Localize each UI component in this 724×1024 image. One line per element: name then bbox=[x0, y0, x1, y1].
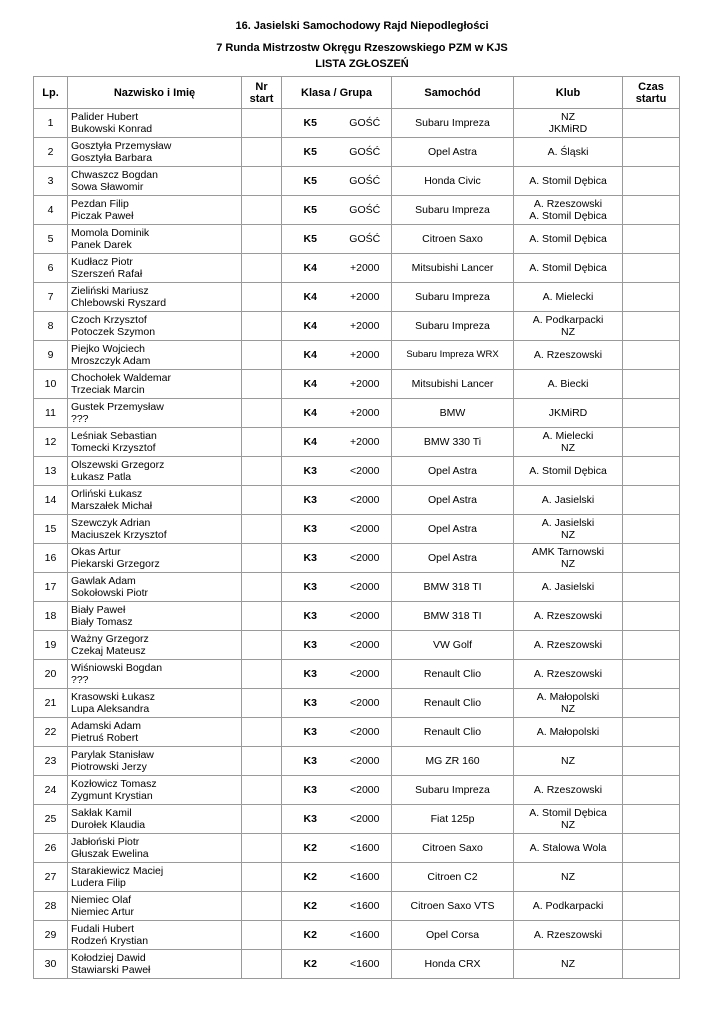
start-number bbox=[242, 283, 282, 312]
table-row bbox=[34, 921, 680, 950]
crew-names: Pezdan Filip Piczak Paweł bbox=[68, 196, 242, 225]
club-cell: A. Stalowa Wola bbox=[514, 834, 623, 863]
group-cell: +2000 bbox=[339, 341, 392, 370]
club-cell: A. Stomil Dębica bbox=[514, 457, 623, 486]
row-number: 5 bbox=[34, 225, 68, 254]
crew-names: Chwaszcz Bogdan Sowa Sławomir bbox=[68, 167, 242, 196]
group-cell: +2000 bbox=[339, 428, 392, 457]
club-cell: A. Stomil Dębica bbox=[514, 167, 623, 196]
club-cell: NZ bbox=[514, 747, 623, 776]
document-subtitle: 7 Runda Mistrzostw Okręgu Rzeszowskiego PZM w KJS bbox=[216, 42, 508, 54]
row-number: 22 bbox=[34, 718, 68, 747]
list-title: LISTA ZGŁOSZEŃ bbox=[315, 58, 409, 70]
class-cell: K2 bbox=[282, 892, 339, 921]
crew-names: Leśniak Sebastian Tomecki Krzysztof bbox=[68, 428, 242, 457]
start-number bbox=[242, 602, 282, 631]
row-number: 17 bbox=[34, 573, 68, 602]
table-row bbox=[34, 805, 680, 834]
start-time bbox=[623, 863, 680, 892]
class-cell: K3 bbox=[282, 776, 339, 805]
start-time bbox=[623, 805, 680, 834]
car-cell: Citroen C2 bbox=[392, 863, 514, 892]
crew-names: Piejko Wojciech Mroszczyk Adam bbox=[68, 341, 242, 370]
crew-names: Okas Artur Piekarski Grzegorz bbox=[68, 544, 242, 573]
row-number: 3 bbox=[34, 167, 68, 196]
club-cell: A. Rzeszowski bbox=[514, 341, 623, 370]
car-cell: Citroen Saxo bbox=[392, 834, 514, 863]
crew-names: Krasowski Łukasz Lupa Aleksandra bbox=[68, 689, 242, 718]
start-time bbox=[623, 544, 680, 573]
car-cell: Subaru Impreza bbox=[392, 196, 514, 225]
start-number bbox=[242, 196, 282, 225]
start-time bbox=[623, 399, 680, 428]
class-cell: K5 bbox=[282, 109, 339, 138]
start-number bbox=[242, 776, 282, 805]
table-row bbox=[34, 341, 680, 370]
start-number bbox=[242, 631, 282, 660]
group-cell: <2000 bbox=[339, 776, 392, 805]
crew-names: Gosztyła Przemysław Gosztyła Barbara bbox=[68, 138, 242, 167]
club-cell: AMK Tarnowski NZ bbox=[514, 544, 623, 573]
start-number bbox=[242, 312, 282, 341]
class-cell: K3 bbox=[282, 689, 339, 718]
car-cell: Renault Clio bbox=[392, 660, 514, 689]
start-number bbox=[242, 863, 282, 892]
class-cell: K4 bbox=[282, 370, 339, 399]
table-row bbox=[34, 457, 680, 486]
start-time bbox=[623, 254, 680, 283]
table-row bbox=[34, 776, 680, 805]
class-cell: K3 bbox=[282, 457, 339, 486]
start-number bbox=[242, 457, 282, 486]
car-cell: Honda Civic bbox=[392, 167, 514, 196]
start-number bbox=[242, 573, 282, 602]
table-row bbox=[34, 747, 680, 776]
class-cell: K5 bbox=[282, 167, 339, 196]
group-cell: <2000 bbox=[339, 457, 392, 486]
table-row bbox=[34, 660, 680, 689]
group-cell: <1600 bbox=[339, 892, 392, 921]
col-header-class: Klasa / Grupa bbox=[282, 77, 392, 109]
table-header-row bbox=[34, 77, 680, 109]
row-number: 4 bbox=[34, 196, 68, 225]
table-row bbox=[34, 486, 680, 515]
crew-names: Kołodziej Dawid Stawiarski Paweł bbox=[68, 950, 242, 979]
table-row bbox=[34, 399, 680, 428]
start-number bbox=[242, 138, 282, 167]
group-cell: +2000 bbox=[339, 399, 392, 428]
crew-names: Gustek Przemysław ??? bbox=[68, 399, 242, 428]
class-cell: K4 bbox=[282, 312, 339, 341]
crew-names: Fudali Hubert Rodzeń Krystian bbox=[68, 921, 242, 950]
row-number: 30 bbox=[34, 950, 68, 979]
car-cell: Renault Clio bbox=[392, 689, 514, 718]
group-cell: GOŚĆ bbox=[339, 109, 392, 138]
start-number bbox=[242, 718, 282, 747]
crew-names: Wiśniowski Bogdan ??? bbox=[68, 660, 242, 689]
club-cell: A. Jasielski bbox=[514, 573, 623, 602]
crew-names: Orliński Łukasz Marszałek Michał bbox=[68, 486, 242, 515]
class-cell: K2 bbox=[282, 863, 339, 892]
start-number bbox=[242, 109, 282, 138]
group-cell: <2000 bbox=[339, 718, 392, 747]
start-number bbox=[242, 428, 282, 457]
class-cell: K4 bbox=[282, 254, 339, 283]
start-number bbox=[242, 805, 282, 834]
class-cell: K5 bbox=[282, 225, 339, 254]
class-cell: K3 bbox=[282, 544, 339, 573]
row-number: 29 bbox=[34, 921, 68, 950]
club-cell: NZ bbox=[514, 863, 623, 892]
row-number: 9 bbox=[34, 341, 68, 370]
class-cell: K5 bbox=[282, 138, 339, 167]
table-row bbox=[34, 573, 680, 602]
club-cell: A. Mielecki NZ bbox=[514, 428, 623, 457]
car-cell: MG ZR 160 bbox=[392, 747, 514, 776]
start-time bbox=[623, 834, 680, 863]
start-time bbox=[623, 370, 680, 399]
start-time bbox=[623, 602, 680, 631]
document-title: 16. Jasielski Samochodowy Rajd Niepodległości bbox=[235, 20, 489, 32]
row-number: 7 bbox=[34, 283, 68, 312]
car-cell: Opel Astra bbox=[392, 457, 514, 486]
car-cell: Opel Corsa bbox=[392, 921, 514, 950]
row-number: 25 bbox=[34, 805, 68, 834]
class-cell: K4 bbox=[282, 428, 339, 457]
row-number: 27 bbox=[34, 863, 68, 892]
group-cell: GOŚĆ bbox=[339, 138, 392, 167]
class-cell: K2 bbox=[282, 834, 339, 863]
class-cell: K3 bbox=[282, 718, 339, 747]
car-cell: BMW bbox=[392, 399, 514, 428]
row-number: 16 bbox=[34, 544, 68, 573]
club-cell: A. Małopolski NZ bbox=[514, 689, 623, 718]
start-number bbox=[242, 747, 282, 776]
club-cell: A. Stomil Dębica bbox=[514, 254, 623, 283]
club-cell: A. Śląski bbox=[514, 138, 623, 167]
table-row bbox=[34, 283, 680, 312]
row-number: 21 bbox=[34, 689, 68, 718]
car-cell: BMW 318 TI bbox=[392, 573, 514, 602]
group-cell: +2000 bbox=[339, 370, 392, 399]
club-cell: A. Jasielski bbox=[514, 486, 623, 515]
table-row bbox=[34, 689, 680, 718]
table-row bbox=[34, 312, 680, 341]
col-header-nr: Nr start bbox=[242, 77, 282, 109]
table-row bbox=[34, 863, 680, 892]
table-row bbox=[34, 515, 680, 544]
group-cell: <2000 bbox=[339, 805, 392, 834]
crew-names: Zieliński Mariusz Chlebowski Ryszard bbox=[68, 283, 242, 312]
table-row bbox=[34, 225, 680, 254]
group-cell: +2000 bbox=[339, 312, 392, 341]
car-cell: Mitsubishi Lancer bbox=[392, 370, 514, 399]
group-cell: GOŚĆ bbox=[339, 225, 392, 254]
row-number: 11 bbox=[34, 399, 68, 428]
table-row bbox=[34, 138, 680, 167]
row-number: 18 bbox=[34, 602, 68, 631]
car-cell: Subaru Impreza bbox=[392, 312, 514, 341]
start-number bbox=[242, 515, 282, 544]
club-cell: A. Mielecki bbox=[514, 283, 623, 312]
car-cell: VW Golf bbox=[392, 631, 514, 660]
club-cell: A. Podkarpacki NZ bbox=[514, 312, 623, 341]
crew-names: Kudłacz Piotr Szerszeń Rafał bbox=[68, 254, 242, 283]
car-cell: Subaru Impreza bbox=[392, 109, 514, 138]
class-cell: K4 bbox=[282, 399, 339, 428]
group-cell: <2000 bbox=[339, 660, 392, 689]
group-cell: <2000 bbox=[339, 486, 392, 515]
group-cell: <2000 bbox=[339, 689, 392, 718]
table-row bbox=[34, 950, 680, 979]
start-time bbox=[623, 776, 680, 805]
class-cell: K3 bbox=[282, 805, 339, 834]
group-cell: +2000 bbox=[339, 283, 392, 312]
col-header-name: Nazwisko i Imię bbox=[68, 77, 242, 109]
crew-names: Olszewski Grzegorz Łukasz Patla bbox=[68, 457, 242, 486]
start-time bbox=[623, 689, 680, 718]
crew-names: Momola Dominik Panek Darek bbox=[68, 225, 242, 254]
car-cell: Citroen Saxo VTS bbox=[392, 892, 514, 921]
start-number bbox=[242, 892, 282, 921]
row-number: 19 bbox=[34, 631, 68, 660]
crew-names: Starakiewicz Maciej Ludera Filip bbox=[68, 863, 242, 892]
start-time bbox=[623, 486, 680, 515]
row-number: 23 bbox=[34, 747, 68, 776]
start-time bbox=[623, 921, 680, 950]
start-time bbox=[623, 515, 680, 544]
start-time bbox=[623, 718, 680, 747]
club-cell: A. Rzeszowski bbox=[514, 660, 623, 689]
group-cell: <1600 bbox=[339, 863, 392, 892]
table-row bbox=[34, 834, 680, 863]
row-number: 15 bbox=[34, 515, 68, 544]
club-cell: A. Rzeszowski bbox=[514, 776, 623, 805]
club-cell: A. Rzeszowski bbox=[514, 631, 623, 660]
group-cell: <2000 bbox=[339, 747, 392, 776]
club-cell: A. Rzeszowski bbox=[514, 602, 623, 631]
car-cell: Fiat 125p bbox=[392, 805, 514, 834]
crew-names: Ważny Grzegorz Czekaj Mateusz bbox=[68, 631, 242, 660]
row-number: 20 bbox=[34, 660, 68, 689]
club-cell: NZ bbox=[514, 950, 623, 979]
car-cell: BMW 318 TI bbox=[392, 602, 514, 631]
table-row bbox=[34, 892, 680, 921]
group-cell: <1600 bbox=[339, 921, 392, 950]
start-number bbox=[242, 341, 282, 370]
start-time bbox=[623, 573, 680, 602]
start-time bbox=[623, 892, 680, 921]
club-cell: A. Stomil Dębica bbox=[514, 225, 623, 254]
start-time bbox=[623, 457, 680, 486]
row-number: 14 bbox=[34, 486, 68, 515]
group-cell: GOŚĆ bbox=[339, 167, 392, 196]
class-cell: K2 bbox=[282, 921, 339, 950]
crew-names: Adamski Adam Pietruś Robert bbox=[68, 718, 242, 747]
club-cell: A. Rzeszowski A. Stomil Dębica bbox=[514, 196, 623, 225]
crew-names: Biały Paweł Biały Tomasz bbox=[68, 602, 242, 631]
club-cell: A. Stomil Dębica NZ bbox=[514, 805, 623, 834]
club-cell: A. Rzeszowski bbox=[514, 921, 623, 950]
start-time bbox=[623, 950, 680, 979]
group-cell: <2000 bbox=[339, 544, 392, 573]
table-row bbox=[34, 428, 680, 457]
crew-names: Sakłak Kamil Durołek Klaudia bbox=[68, 805, 242, 834]
car-cell: Citroen Saxo bbox=[392, 225, 514, 254]
table-row bbox=[34, 370, 680, 399]
group-cell: <1600 bbox=[339, 950, 392, 979]
col-header-time: Czas startu bbox=[623, 77, 680, 109]
table-row bbox=[34, 254, 680, 283]
start-number bbox=[242, 921, 282, 950]
col-header-lp: Lp. bbox=[34, 77, 68, 109]
group-cell: <2000 bbox=[339, 602, 392, 631]
start-time bbox=[623, 138, 680, 167]
col-header-car: Samochód bbox=[392, 77, 514, 109]
row-number: 24 bbox=[34, 776, 68, 805]
start-number bbox=[242, 399, 282, 428]
car-cell: Honda CRX bbox=[392, 950, 514, 979]
class-cell: K3 bbox=[282, 573, 339, 602]
row-number: 2 bbox=[34, 138, 68, 167]
crew-names: Kozłowicz Tomasz Zygmunt Krystian bbox=[68, 776, 242, 805]
club-cell: A. Małopolski bbox=[514, 718, 623, 747]
group-cell: <2000 bbox=[339, 631, 392, 660]
crew-names: Czoch Krzysztof Potoczek Szymon bbox=[68, 312, 242, 341]
table-row bbox=[34, 718, 680, 747]
crew-names: Palider Hubert Bukowski Konrad bbox=[68, 109, 242, 138]
crew-names: Gawlak Adam Sokołowski Piotr bbox=[68, 573, 242, 602]
car-cell: BMW 330 Ti bbox=[392, 428, 514, 457]
group-cell: <2000 bbox=[339, 573, 392, 602]
table-row bbox=[34, 631, 680, 660]
row-number: 6 bbox=[34, 254, 68, 283]
start-time bbox=[623, 747, 680, 776]
table-row bbox=[34, 109, 680, 138]
class-cell: K3 bbox=[282, 631, 339, 660]
car-cell: Renault Clio bbox=[392, 718, 514, 747]
class-cell: K5 bbox=[282, 196, 339, 225]
group-cell: <1600 bbox=[339, 834, 392, 863]
start-number bbox=[242, 370, 282, 399]
car-cell: Subaru Impreza bbox=[392, 283, 514, 312]
car-cell: Opel Astra bbox=[392, 515, 514, 544]
start-time bbox=[623, 196, 680, 225]
class-cell: K2 bbox=[282, 950, 339, 979]
row-number: 10 bbox=[34, 370, 68, 399]
crew-names: Szewczyk Adrian Maciuszek Krzysztof bbox=[68, 515, 242, 544]
start-time bbox=[623, 660, 680, 689]
start-time bbox=[623, 167, 680, 196]
group-cell: GOŚĆ bbox=[339, 196, 392, 225]
start-time bbox=[623, 283, 680, 312]
class-cell: K3 bbox=[282, 747, 339, 776]
start-time bbox=[623, 428, 680, 457]
club-cell: A. Biecki bbox=[514, 370, 623, 399]
group-cell: <2000 bbox=[339, 515, 392, 544]
car-cell: Opel Astra bbox=[392, 486, 514, 515]
car-cell: Subaru Impreza bbox=[392, 776, 514, 805]
club-cell: A. Jasielski NZ bbox=[514, 515, 623, 544]
table-row bbox=[34, 602, 680, 631]
row-number: 13 bbox=[34, 457, 68, 486]
car-cell: Mitsubishi Lancer bbox=[392, 254, 514, 283]
start-number bbox=[242, 689, 282, 718]
start-number bbox=[242, 167, 282, 196]
crew-names: Jabłoński Piotr Głuszak Ewelina bbox=[68, 834, 242, 863]
car-cell: Subaru Impreza WRX bbox=[392, 341, 514, 370]
row-number: 26 bbox=[34, 834, 68, 863]
class-cell: K3 bbox=[282, 486, 339, 515]
table-row bbox=[34, 544, 680, 573]
start-number bbox=[242, 225, 282, 254]
class-cell: K4 bbox=[282, 341, 339, 370]
start-time bbox=[623, 312, 680, 341]
class-cell: K3 bbox=[282, 660, 339, 689]
start-time bbox=[623, 225, 680, 254]
table-row bbox=[34, 167, 680, 196]
club-cell: NZ JKMiRD bbox=[514, 109, 623, 138]
crew-names: Parylak Stanisław Piotrowski Jerzy bbox=[68, 747, 242, 776]
start-number bbox=[242, 950, 282, 979]
col-header-club: Klub bbox=[514, 77, 623, 109]
club-cell: JKMiRD bbox=[514, 399, 623, 428]
club-cell: A. Podkarpacki bbox=[514, 892, 623, 921]
start-time bbox=[623, 109, 680, 138]
class-cell: K4 bbox=[282, 283, 339, 312]
crew-names: Niemiec Olaf Niemiec Artur bbox=[68, 892, 242, 921]
start-time bbox=[623, 631, 680, 660]
car-cell: Opel Astra bbox=[392, 138, 514, 167]
row-number: 1 bbox=[34, 109, 68, 138]
crew-names: Chochołek Waldemar Trzeciak Marcin bbox=[68, 370, 242, 399]
start-number bbox=[242, 254, 282, 283]
group-cell: +2000 bbox=[339, 254, 392, 283]
row-number: 8 bbox=[34, 312, 68, 341]
class-cell: K3 bbox=[282, 602, 339, 631]
start-number bbox=[242, 834, 282, 863]
table-row bbox=[34, 196, 680, 225]
start-number bbox=[242, 660, 282, 689]
row-number: 28 bbox=[34, 892, 68, 921]
class-cell: K3 bbox=[282, 515, 339, 544]
car-cell: Opel Astra bbox=[392, 544, 514, 573]
start-number bbox=[242, 544, 282, 573]
entry-list-table bbox=[33, 76, 680, 979]
start-time bbox=[623, 341, 680, 370]
row-number: 12 bbox=[34, 428, 68, 457]
start-number bbox=[242, 486, 282, 515]
